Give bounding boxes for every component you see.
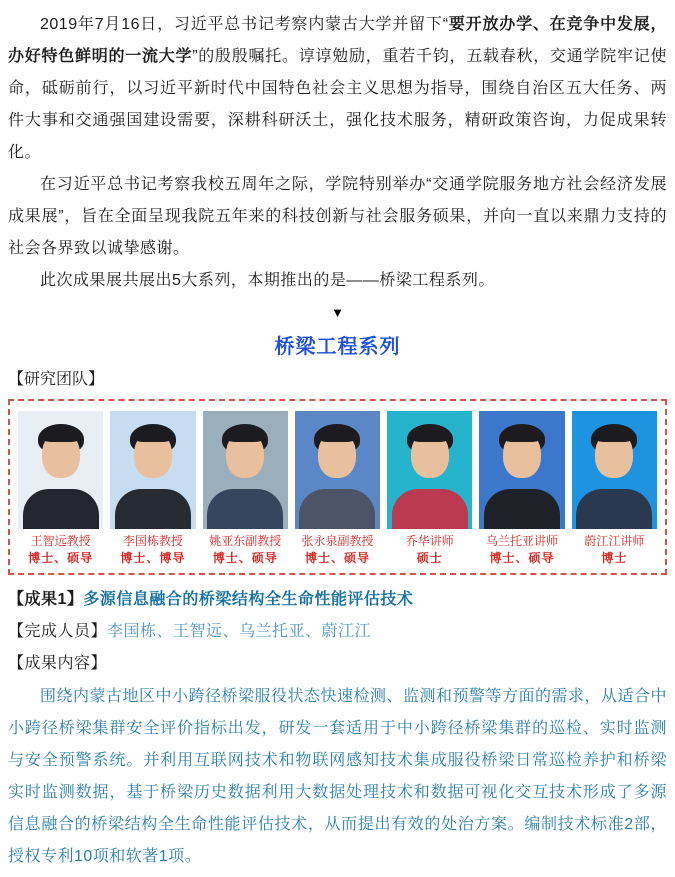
member-credential: 博士	[601, 551, 628, 565]
member-credential: 博士、博导	[120, 551, 186, 565]
member-name: 张永泉副教授	[301, 534, 374, 548]
team-member	[110, 411, 195, 567]
member-credential: 博士、硕导	[304, 551, 370, 565]
silhouette-torso	[115, 489, 191, 529]
silhouette-fringe	[410, 429, 450, 442]
portrait-photo	[479, 411, 564, 529]
silhouette-fringe	[502, 429, 542, 442]
content-label: 【成果内容】	[8, 655, 108, 672]
member-credential: 硕士	[416, 551, 443, 565]
achievement-title-line	[8, 584, 667, 616]
team-member	[387, 411, 472, 567]
portrait-photo	[572, 411, 657, 529]
team-member	[18, 411, 103, 567]
silhouette-torso	[23, 489, 99, 529]
portrait-photo	[110, 411, 195, 529]
achievement-content-line	[8, 648, 667, 680]
quoted-motto-bold: 要开放办学、在竞争中发展，办好特色鲜明的一流大学	[8, 16, 667, 65]
triangle-down-icon: ▼	[331, 305, 344, 320]
achievement-title: 多源信息融合的桥梁结构全生命性能评估技术	[83, 591, 414, 608]
intro-paragraph-3: 此次成果展共展出5大系列，本期推出的是——桥梁工程系列。	[40, 272, 495, 289]
paragraph-text: ”的殷殷嘱托。谆谆勉励，重若千钧，五载春秋，交通学院牢记使命，砥砺前行，以习近平新时代中国特色社会主义思想为指导，围绕自治区五大任务、两件大事和交通强国建设需要，深耕科研沃土，强化技术服务，精研政策咨询，力促成果转化。	[8, 48, 667, 161]
achievement-number-label: 【成果1】	[8, 591, 84, 608]
silhouette-fringe	[41, 429, 81, 442]
intro-paragraph-2: 在习近平总书记考察我校五周年之际，学院特别举办“交通学院服务地方社会经济发展成果展”，旨在全面呈现我院五年来的科技创新与社会服务硕果，并向一直以来鼎力支持的社会各界致以诚挚感谢。	[8, 176, 667, 257]
member-name: 乔华讲师	[405, 534, 454, 548]
team-member	[203, 411, 288, 567]
team-member	[479, 411, 564, 567]
portrait-photo	[18, 411, 103, 529]
portrait-photo	[295, 411, 380, 529]
silhouette-fringe	[133, 429, 173, 442]
portrait-photo	[387, 411, 472, 529]
member-name: 王智远教授	[30, 534, 91, 548]
silhouette-torso	[207, 489, 283, 529]
team-member	[295, 411, 380, 567]
paragraph-text: 2019年7月16日，习近平总书记考察内蒙古大学并留下“	[40, 16, 449, 33]
silhouette-fringe	[594, 429, 634, 442]
research-team-label: 【研究团队】	[8, 371, 105, 388]
member-name: 姚亚东副教授	[209, 534, 282, 548]
member-credential: 博士、硕导	[28, 551, 94, 565]
portrait-photo	[203, 411, 288, 529]
member-credential: 博士、硕导	[212, 551, 278, 565]
research-team-photo-panel	[8, 399, 667, 575]
member-credential: 博士、硕导	[489, 551, 555, 565]
silhouette-fringe	[225, 429, 265, 442]
intro-paragraph-1	[8, 9, 667, 169]
member-name: 乌兰托亚讲师	[486, 534, 559, 548]
silhouette-torso	[392, 489, 468, 529]
people-label: 【完成人员】	[8, 623, 108, 640]
achievement-content-paragraph: 围绕内蒙古地区中小跨径桥梁服役状态快速检测、监测和预警等方面的需求，从适合中小跨径桥梁集群安全评价指标出发，研发一套适用于中小跨径桥梁集群的巡检、实时监测与安全预警系统。并利用互联网技术和物联网感知技术集成服役桥梁日常巡检养护和桥梁实时监测数据，基于桥梁历史数据利用大数据处理技术和数据可视化交互技术形成了多源信息融合的桥梁结构全生命性能评估技术，从而提出有效的处治方案。编制技术标准2部，授权专利10项和软著1项。	[8, 688, 668, 865]
achievement-people-line	[8, 616, 667, 648]
people-names: 李国栋、王智远、乌兰托亚、蔚江江	[107, 623, 372, 640]
silhouette-torso	[484, 489, 560, 529]
achievement-section	[8, 584, 667, 873]
member-name: 蔚江江讲师	[584, 534, 645, 548]
team-member	[572, 411, 657, 567]
series-title: 桥梁工程系列	[274, 336, 401, 358]
member-name: 李国栋教授	[122, 534, 183, 548]
silhouette-torso	[299, 489, 375, 529]
silhouette-torso	[576, 489, 652, 529]
silhouette-fringe	[317, 429, 357, 442]
